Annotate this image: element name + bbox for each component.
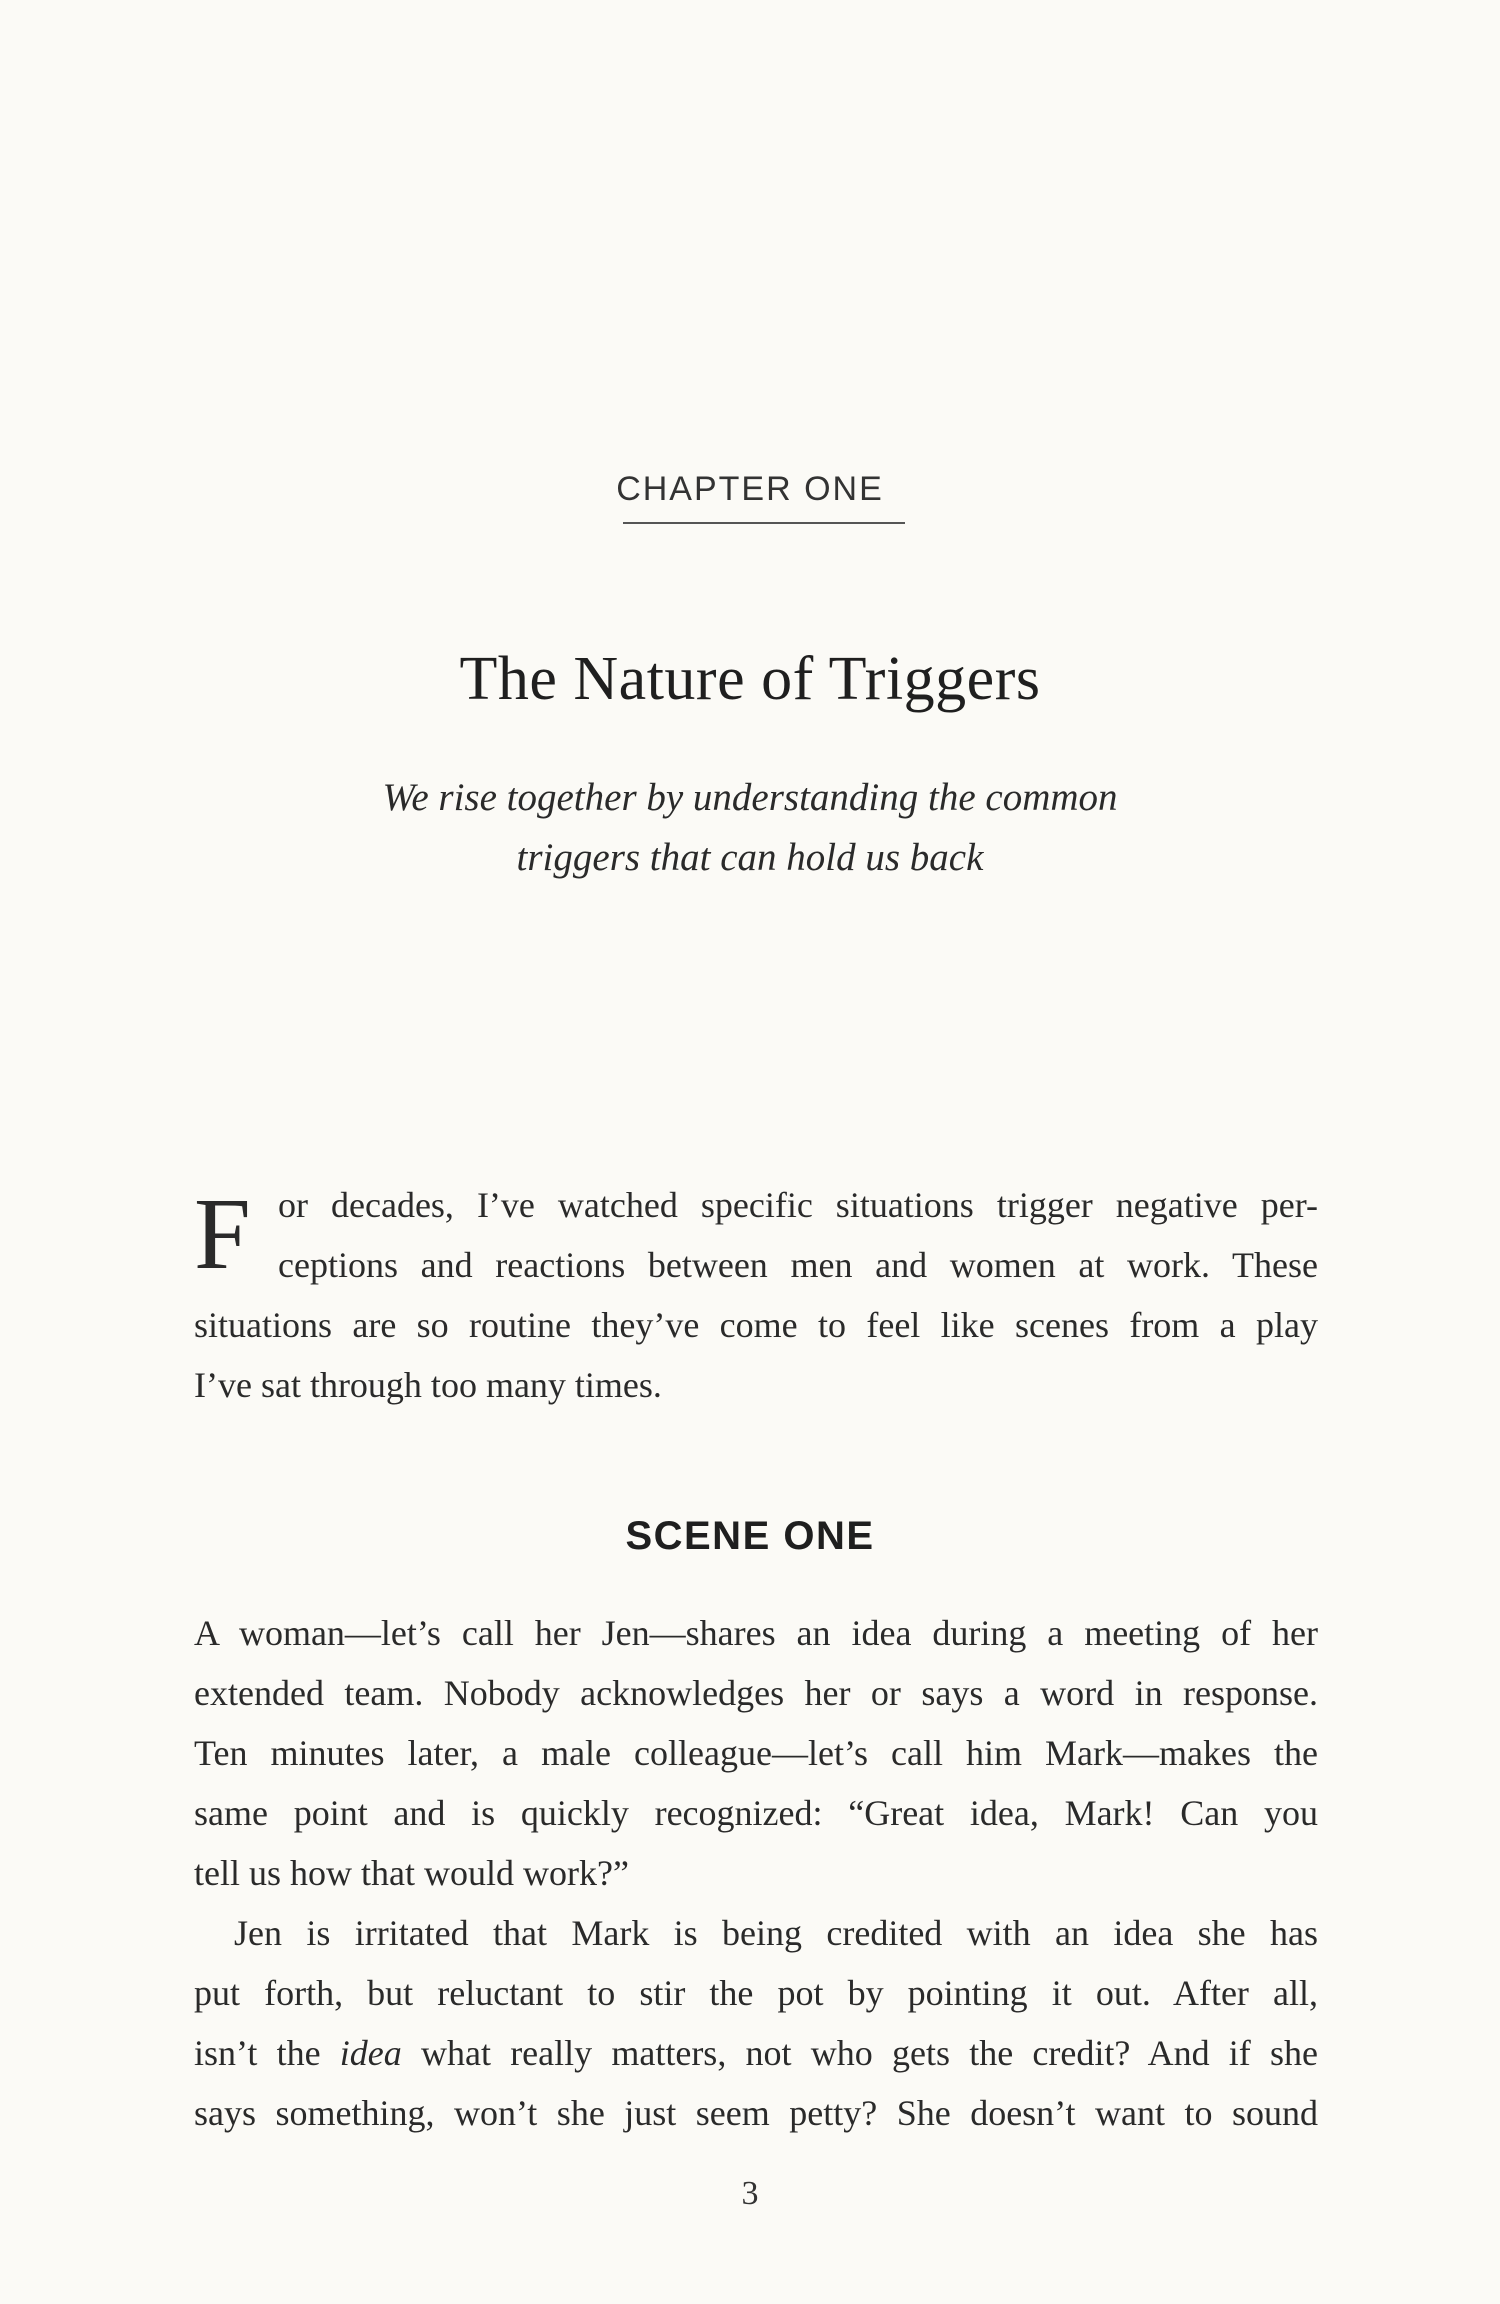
- epigraph-line: We rise together by understanding the common: [382, 776, 1118, 819]
- opening-paragraph: [194, 1175, 1318, 1415]
- paragraph-line: situations are so routine they’ve come to feel like scenes from a play: [194, 1305, 1318, 1345]
- text-run: isn’t the: [194, 2033, 340, 2073]
- paragraph-line-with-emphasis: [194, 2023, 1318, 2083]
- paragraph-line: I’ve sat through too many times.: [194, 1365, 662, 1405]
- paragraph-line: ceptions and reactions between men and women at work. These: [278, 1245, 1318, 1285]
- drop-cap: F: [194, 1178, 251, 1291]
- scene-heading: SCENE ONE: [625, 1514, 875, 1558]
- paragraph-line: A woman—let’s call her Jen—shares an idea during a meeting of her: [194, 1613, 1318, 1653]
- paragraph-line: or decades, I’ve watched specific situations trigger negative per-: [278, 1185, 1318, 1225]
- paragraph-line: Ten minutes later, a male colleague—let’s call him Mark—makes the: [194, 1733, 1318, 1773]
- paragraph-line: same point and is quickly recognized: “Great idea, Mark! Can you: [194, 1793, 1318, 1833]
- paragraph-line: says something, won’t she just seem petty? She doesn’t want to sound: [194, 2093, 1318, 2133]
- paragraph-line: put forth, but reluctant to stir the pot by pointing it out. After all,: [194, 1973, 1318, 2013]
- paragraph-line: extended team. Nobody acknowledges her or says a word in response.: [194, 1673, 1318, 1713]
- chapter-divider: [623, 522, 905, 524]
- chapter-epigraph: [0, 768, 1500, 888]
- epigraph-line: triggers that can hold us back: [516, 836, 984, 879]
- page-number: 3: [741, 2175, 759, 2212]
- paragraph-line: Jen is irritated that Mark is being credited with an idea she has: [234, 1913, 1318, 1953]
- chapter-title: The Nature of Triggers: [459, 645, 1041, 713]
- chapter-label: CHAPTER ONE: [616, 470, 884, 508]
- paragraph-line: tell us how that would work?”: [194, 1853, 629, 1893]
- scene-body: [194, 1603, 1318, 2143]
- emphasis-word: idea: [339, 2033, 402, 2073]
- text-run: what really matters, not who gets the credit? And if she: [401, 2033, 1318, 2073]
